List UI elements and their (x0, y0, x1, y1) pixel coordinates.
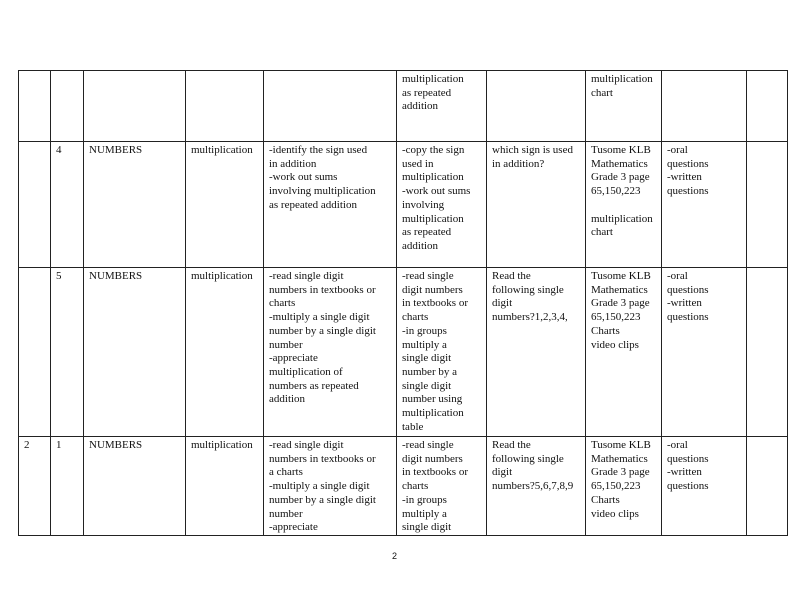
cell-activities: -read single digit numbers in textbooks or charts -in groups multiply a single digit number by a single digit number using multiplication table (397, 268, 487, 437)
scheme-of-work-table (18, 70, 788, 536)
cell-resources: multiplication chart (586, 71, 662, 142)
cell-strand: NUMBERS (84, 268, 186, 437)
table-row (19, 268, 788, 437)
cell-week (19, 71, 51, 142)
cell-inquiry: which sign is used in addition? (487, 142, 586, 268)
table-row (19, 71, 788, 142)
cell-resources: Tusome KLB Mathematics Grade 3 page 65,150,223 Charts video clips (586, 268, 662, 437)
cell-reflection (747, 437, 788, 536)
cell-sub-strand: multiplication (186, 437, 264, 536)
cell-strand: NUMBERS (84, 437, 186, 536)
cell-outcomes (264, 71, 397, 142)
cell-lesson: 4 (51, 142, 84, 268)
cell-lesson: 1 (51, 437, 84, 536)
cell-assessment: -oral questions -written questions (662, 268, 747, 437)
cell-lesson: 5 (51, 268, 84, 437)
cell-assessment (662, 71, 747, 142)
cell-week (19, 142, 51, 268)
cell-assessment: -oral questions -written questions (662, 437, 747, 536)
cell-reflection (747, 268, 788, 437)
cell-activities: multiplication as repeated addition (397, 71, 487, 142)
cell-activities: -read single digit numbers in textbooks or charts -in groups multiply a single digit (397, 437, 487, 536)
cell-reflection (747, 142, 788, 268)
cell-outcomes: -read single digit numbers in textbooks or charts -multiply a single digit number by a single digit number -appreciate multiplication of numbers as repeated addition (264, 268, 397, 437)
cell-inquiry: Read the following single digit numbers?5,6,7,8,9 (487, 437, 586, 536)
page-number: 2 (392, 551, 398, 561)
cell-strand (84, 71, 186, 142)
cell-sub-strand (186, 71, 264, 142)
cell-lesson (51, 71, 84, 142)
cell-strand: NUMBERS (84, 142, 186, 268)
cell-inquiry (487, 71, 586, 142)
table-row (19, 437, 788, 536)
cell-assessment: -oral questions -written questions (662, 142, 747, 268)
cell-reflection (747, 71, 788, 142)
cell-activities: -copy the sign used in multiplication -work out sums involving multiplication as repeated addition (397, 142, 487, 268)
cell-sub-strand: multiplication (186, 142, 264, 268)
cell-inquiry: Read the following single digit numbers?1,2,3,4, (487, 268, 586, 437)
cell-week: 2 (19, 437, 51, 536)
cell-sub-strand: multiplication (186, 268, 264, 437)
cell-resources: Tusome KLB Mathematics Grade 3 page 65,150,223 multiplication chart (586, 142, 662, 268)
cell-week (19, 268, 51, 437)
cell-outcomes: -read single digit numbers in textbooks or a charts -multiply a single digit number by a single digit number -appreciate (264, 437, 397, 536)
cell-outcomes: -identify the sign used in addition -work out sums involving multiplication as repeated addition (264, 142, 397, 268)
cell-resources: Tusome KLB Mathematics Grade 3 page 65,150,223 Charts video clips (586, 437, 662, 536)
table-row (19, 142, 788, 268)
